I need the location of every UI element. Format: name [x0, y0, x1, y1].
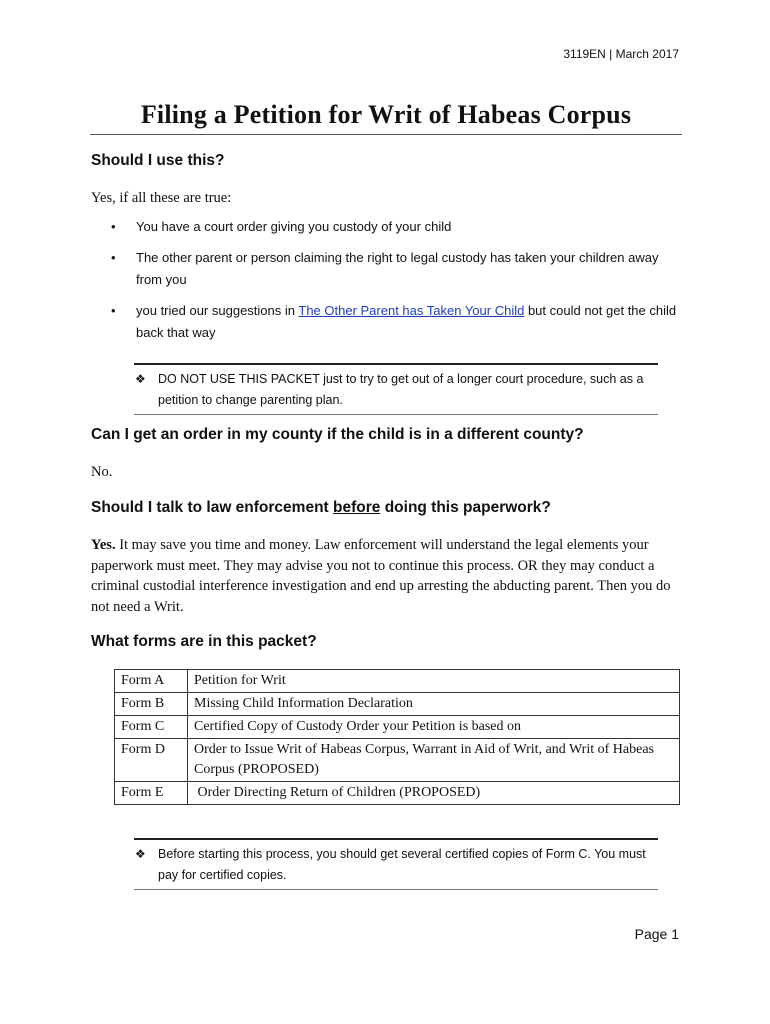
table-row: Form C Certified Copy of Custody Order your Petition is based on — [115, 716, 680, 739]
intro-text: Yes, if all these are true: — [91, 190, 232, 206]
heading-forms: What forms are in this packet? — [91, 633, 317, 650]
heading-should-i-use: Should I use this? — [91, 152, 225, 169]
bullet-icon: • — [111, 219, 116, 234]
table-row: Form D Order to Issue Writ of Habeas Corpus, Warrant in Aid of Writ, and Writ of Habeas Corpus (PROPOSED) — [115, 739, 680, 782]
law-enforcement-paragraph: Yes. It may save you time and money. Law enforcement will understand the legal elements your paperwork must meet. They may advise you not to continue this process. OR they may conduct a criminal custodial interference investigation and end up arresting the abducting parent. Then you do not need a Writ. — [91, 537, 671, 615]
diamond-bullet-icon: ❖ — [135, 847, 146, 861]
warning-notice: ❖ DO NOT USE THIS PACKET just to try to get out of a longer court procedure, such as a petition to change parenting plan. — [134, 363, 658, 415]
page-number: Page 1 — [634, 926, 679, 942]
bullet-icon: • — [111, 250, 116, 265]
document-id: 3119EN | March 2017 — [563, 47, 679, 61]
list-item: • you tried our suggestions in The Other Parent has Taken Your Child but could not get the child back that way — [111, 300, 686, 344]
heading-law-enforcement: Should I talk to law enforcement before doing this paperwork? — [91, 499, 551, 516]
county-answer: No. — [91, 464, 113, 480]
table-row: Form E Order Directing Return of Children (PROPOSED) — [115, 782, 680, 805]
conditions-list — [111, 216, 686, 353]
other-parent-link[interactable]: The Other Parent has Taken Your Child — [298, 303, 525, 318]
forms-table — [114, 669, 680, 805]
diamond-bullet-icon: ❖ — [135, 372, 146, 386]
title-divider — [90, 134, 682, 135]
bullet-icon: • — [111, 303, 116, 318]
heading-county: Can I get an order in my county if the child is in a different county? — [91, 426, 584, 443]
certified-copies-notice: ❖ Before starting this process, you should get several certified copies of Form C. You must pay for certified copies. — [134, 838, 658, 890]
page-title: Filing a Petition for Writ of Habeas Corpus — [140, 100, 632, 129]
table-row: Form A Petition for Writ — [115, 670, 680, 693]
table-row: Form B Missing Child Information Declaration — [115, 693, 680, 716]
list-item: • The other parent or person claiming the right to legal custody has taken your children away from you — [111, 247, 686, 291]
list-item: • You have a court order giving you custody of your child — [111, 216, 686, 238]
